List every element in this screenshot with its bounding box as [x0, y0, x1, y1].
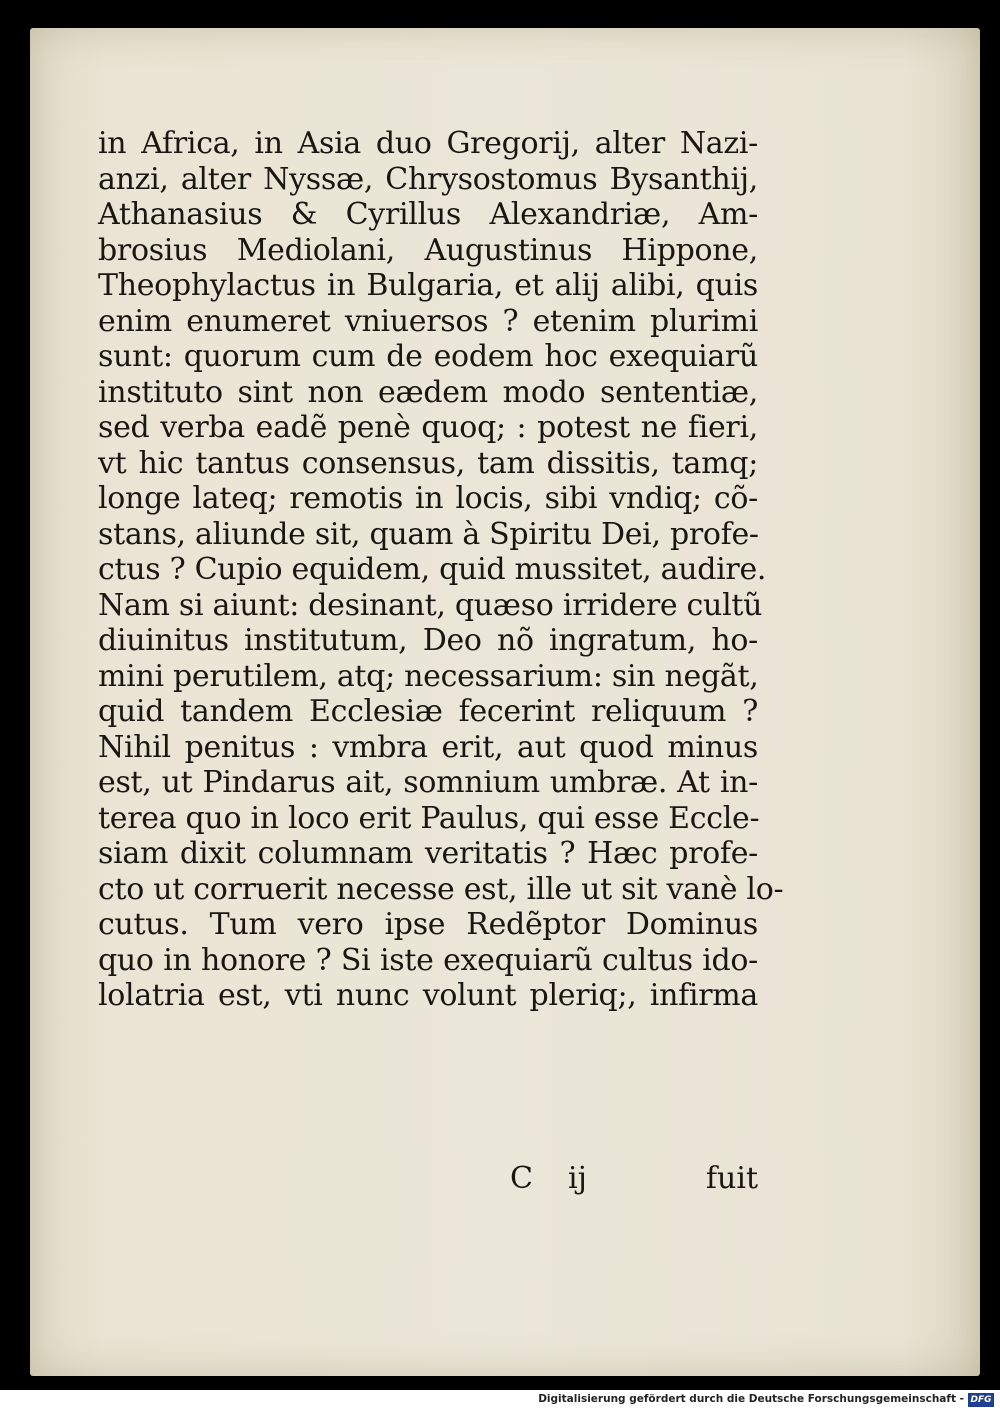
signature-mark: C: [510, 1161, 533, 1196]
text-line: Nam si aiunt: desinant, quæso irridere cultũ: [98, 587, 763, 623]
text-line: brosius Mediolani, Augustinus Hippone,: [98, 232, 758, 268]
dfg-logo: DFG: [968, 1393, 994, 1407]
text-line: in Africa, in Asia duo Gregorij, alter Nazi-: [98, 126, 758, 161]
text-line: Nihil penitus : vmbra erit, aut quod minus: [98, 729, 758, 765]
signature-number: ij: [568, 1161, 587, 1196]
text-line: ctus ? Cupio equidem, quid mussitet, audire.: [98, 552, 767, 587]
text-line: longe lateq; remotis in locis, sibi vndiq; cõ-: [98, 481, 758, 516]
text-line: vt hic tantus consensus, tam dissitis, tamq;: [98, 445, 758, 481]
text-line: siam dixit columnam veritatis ? Hæc profe-: [98, 836, 758, 871]
text-line: terea quo in loco erit Paulus, qui esse Eccle-: [98, 800, 760, 836]
text-line: cutus. Tum vero ipse Redẽptor Dominus: [98, 907, 758, 942]
text-line: mini perutilem, atq; necessarium: sin negãt,: [98, 658, 759, 694]
text-line: lolatria est, vti nunc volunt pleriq;, infirma: [98, 978, 758, 1013]
funding-note: Digitalisierung gefördert durch die Deutsche Forschungsgemeinschaft -: [538, 1393, 964, 1405]
text-line: quo in honore ? Si iste exequiarũ cultus ido-: [98, 942, 758, 978]
text-line: stans, aliunde sit, quam à Spiritu Dei, profe-: [98, 516, 759, 552]
text-line: quid tandem Ecclesiæ fecerint reliquum ?: [98, 694, 758, 729]
text-line: anzi, alter Nyssæ, Chrysostomus Bysanthij,: [98, 161, 758, 197]
digitization-footer: [0, 1390, 1000, 1411]
body-text: [98, 126, 784, 1014]
page-foot-row: [98, 1161, 758, 1197]
text-line: Athanasius & Cyrillus Alexandriæ, Am-: [98, 197, 758, 232]
book-page: [30, 28, 980, 1376]
text-line: instituto sint non eædem modo sententiæ,: [98, 374, 758, 410]
text-line: cto ut corruerit necesse est, ille ut sit vanè lo-: [98, 871, 784, 907]
text-line: Theophylactus in Bulgaria, et alij alibi, quis: [98, 268, 758, 303]
text-line: est, ut Pindarus ait, somnium umbræ. At in-: [98, 765, 758, 800]
text-line: sunt: quorum cum de eodem hoc exequiarũ: [98, 339, 758, 374]
text-line: sed verba eadẽ penè quoq; : potest ne fieri,: [98, 410, 758, 445]
text-line: diuinitus institutum, Deo nõ ingratum, ho-: [98, 623, 758, 658]
catchword: fuit: [705, 1161, 758, 1196]
text-line: enim enumeret vniuersos ? etenim plurimi: [98, 303, 758, 339]
